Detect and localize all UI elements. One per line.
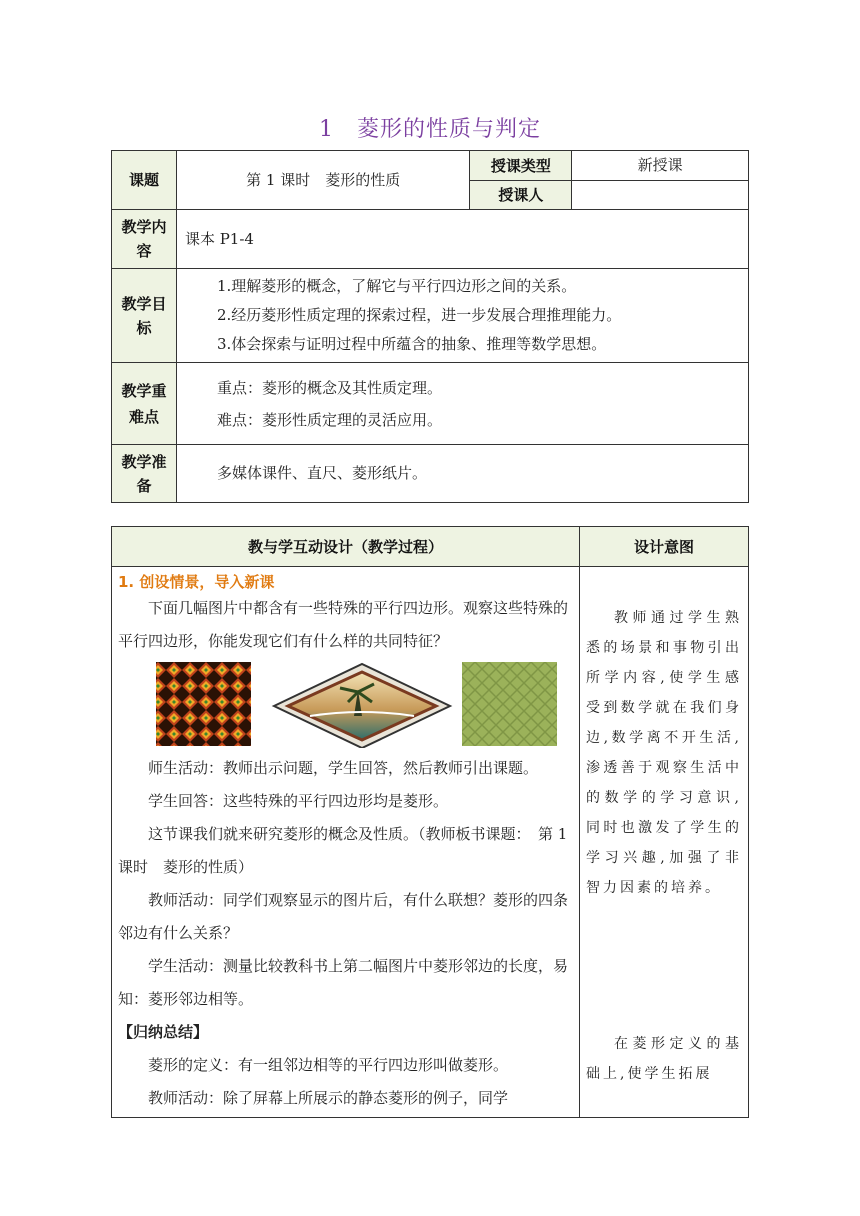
paragraph: 这节课我们就来研究菱形的概念及性质。（教师板书课题： 第 1 课时 菱形的性质） (118, 825, 568, 876)
key-point-item: 重点：菱形的概念及其性质定理。 (216, 378, 442, 397)
goal-item: 1.理解菱形的概念，了解它与平行四边形之间的关系。 (216, 277, 577, 295)
intent-text: 在菱形定义的基础上,使学生拓展 (586, 1036, 742, 1082)
page-title: 1 菱形的性质与判定 (319, 117, 541, 142)
paragraph: 教师活动：同学们观察显示的图片后，有什么联想？菱形的四条邻边有什么关系？ (118, 891, 569, 942)
key-point-item: 难点：菱形性质定理的灵活应用。 (216, 410, 442, 429)
paragraph: 学生活动：测量比较教科书上第二幅图片中菱形邻边的长度，易知：菱形邻边相等。 (118, 957, 569, 1008)
type-value: 新授课 (572, 151, 749, 181)
prep-label: 教学准备 (112, 445, 177, 503)
teacher-value (572, 181, 749, 210)
goal-item: 3.体会探索与证明过程中所蕴含的抽象、推理等数学思想。 (216, 335, 607, 353)
subject-label: 课题 (112, 151, 177, 210)
teacher-label: 授课人 (470, 181, 572, 210)
quilt-pattern-image (462, 662, 557, 746)
paragraph: 师生活动：教师出示问题，学生回答，然后教师引出课题。 (148, 759, 539, 777)
key-points-list (176, 363, 748, 445)
goals-list (176, 269, 748, 363)
goal-item: 2.经历菱形性质定理的探索过程，进一步发展合理推理能力。 (216, 306, 622, 324)
goals-label: 教学目标 (112, 269, 177, 363)
content-label: 教学内容 (112, 210, 177, 269)
intent-text: 教师通过学生熟悉的场景和事物引出所学内容,使学生感受到数学就在我们身边,数学离不开生活,渗透善于观察生活中的数学的学习意识,同时也激发了学生的学习兴趣,加强了非智力因素的培养。 (586, 610, 742, 896)
beach-rhombus-image (274, 664, 450, 748)
process-header: 教与学互动设计（教学过程） (112, 527, 580, 567)
lesson-info-table (111, 150, 749, 503)
knit-pattern-image (156, 662, 251, 746)
subject-value: 第 1 课时 菱形的性质 (176, 151, 470, 210)
paragraph: 教师活动：除了屏幕上所展示的静态菱形的例子，同学 (148, 1089, 509, 1107)
content-value: 课本 P1-4 (176, 210, 748, 269)
type-label: 授课类型 (470, 151, 572, 181)
paragraph: 下面几幅图片中都含有一些特殊的平行四边形。观察这些特殊的平行四边形，你能发现它们有什么样的共同特征？ (118, 599, 569, 650)
summary-title: 【归纳总结】 (118, 1023, 209, 1041)
rhombus-pictures (118, 662, 573, 748)
key-points-label: 教学重难点 (112, 363, 177, 445)
section-title: 1. 创设情景，导入新课 (118, 573, 275, 591)
prep-value: 多媒体课件、直尺、菱形纸片。 (176, 445, 748, 503)
teaching-process-table (111, 526, 749, 1118)
intent-header: 设计意图 (580, 527, 749, 567)
intent-content (580, 567, 749, 1118)
rhombus-pictures-graphic (118, 662, 573, 748)
process-content (112, 567, 580, 1118)
paragraph: 学生回答：这些特殊的平行四边形均是菱形。 (148, 792, 449, 810)
paragraph: 菱形的定义：有一组邻边相等的平行四边形叫做菱形。 (148, 1056, 509, 1074)
